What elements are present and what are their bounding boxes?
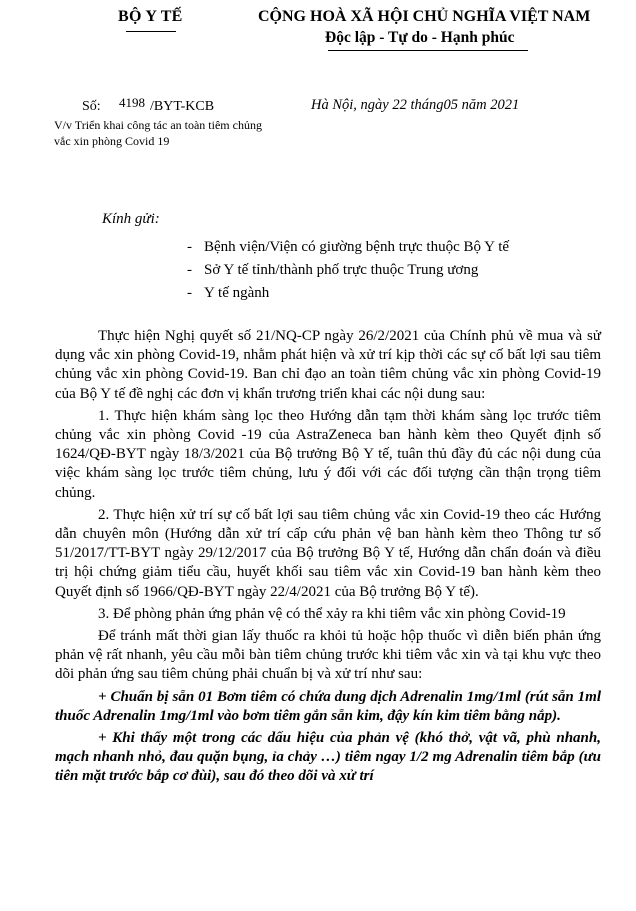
instruction-paragraph: + Khi thấy một trong các dấu hiệu của phản vệ (khó thở, vật vã, phù nhanh, mạch nhanh nhỏ, đau quặn bụng, ỉa chảy …) tiêm ngay 1/2 mg Adrenalin tiêm bắp (ưu tiên mặt trước bắp cơ đùi), sau đó theo dõi và xử trí — [55, 730, 601, 785]
body-paragraph: 3. Để phòng phản ứng phản vệ có thể xảy ra khi tiêm vắc xin phòng Covid-19 — [98, 605, 566, 622]
national-motto: Độc lập - Tự do - Hạnh phúc — [325, 29, 515, 46]
instruction-paragraph: + Chuẩn bị sẵn 01 Bơm tiêm có chứa dung dịch Adrenalin 1mg/1ml (rút sẵn 1ml thuốc Adrenalin 1mg/1ml vào bơm tiêm gắn sẵn kim, đậy kín kim tiêm bằng nắp). — [55, 688, 601, 724]
recipient-list — [187, 236, 509, 305]
doc-number-label: Số: — [82, 99, 101, 114]
doc-number: 4198 — [119, 95, 145, 110]
recipient-item: - Bệnh viện/Viện có giường bệnh trực thuộc Bộ Y tế — [187, 236, 509, 259]
document-subject: V/v Triển khai công tác an toàn tiêm chủng vắc xin phòng Covid 19 — [54, 118, 262, 148]
body-paragraph: 1. Thực hiện khám sàng lọc theo Hướng dẫn tạm thời khám sàng lọc trước tiêm chủng vắc xin phòng Covid -19 của AstraZeneca ban hành kèm theo Quyết định số 1624/QĐ-BYT ngày 18/3/2021 của Bộ trưởng Bộ Y tế, tuân thủ đầy đủ các nội dung của việc khám sàng lọc trước tiêm chủng, lưu ý đối với các đối tượng cần thận trọng tiêm chủng. — [55, 407, 601, 501]
greeting: Kính gửi: — [102, 211, 160, 227]
body-paragraph: Thực hiện Nghị quyết số 21/NQ-CP ngày 26/2/2021 của Chính phủ về mua và sử dụng vắc xin phòng Covid-19, nhằm phát hiện và xử trí kịp thời các sự cố bất lợi sau tiêm chủng vắc xin phòng Covid-19. Ban chỉ đạo an toàn tiêm chủng vắc xin phòng Covid-19 của Bộ Y tế đề nghị các đơn vị khẩn trương triển khai các nội dung sau: — [55, 328, 601, 402]
body-paragraph: 2. Thực hiện xử trí sự cố bất lợi sau tiêm chủng vắc xin Covid-19 theo các Hướng dẫn chuyên môn (Hướng dẫn xử trí cấp cứu phản vệ ban hành kèm theo Thông tư số 51/2017/TT-BYT ngày 29/12/2017 của Bộ trưởng Bộ Y tế, Hướng dẫn chẩn đoán và điều trị hội chứng giảm tiểu cầu, huyết khối sau tiêm vắc xin Covid-19 ban hành kèm theo Quyết định số 1966/QĐ-BYT ngày 22/4/2021 của Bộ trưởng Bộ Y tế). — [55, 506, 601, 600]
ministry-name: BỘ Y TẾ — [118, 8, 183, 25]
body-paragraph: Để tránh mất thời gian lấy thuốc ra khỏi tủ hoặc hộp thuốc vì diễn biến phản ứng phản vệ rất nhanh, yêu cầu mỗi bàn tiêm chủng trước khi tiêm vắc xin và tại khu vực theo dõi phản ứng sau tiêm chủng phải chuẩn bị và xử trí như sau: — [55, 628, 601, 683]
document-body — [55, 327, 601, 790]
ministry-underline — [126, 31, 176, 32]
dateline: Hà Nội, ngày 22 tháng05 năm 2021 — [311, 97, 520, 113]
republic-heading: CỘNG HOÀ XÃ HỘI CHỦ NGHĨA VIỆT NAM — [258, 8, 591, 25]
motto-underline — [328, 50, 528, 51]
recipient-item: - Y tế ngành — [187, 282, 509, 305]
recipient-item: - Sở Y tế tỉnh/thành phố trực thuộc Trung ương — [187, 259, 509, 282]
doc-code: /BYT-KCB — [150, 99, 215, 114]
